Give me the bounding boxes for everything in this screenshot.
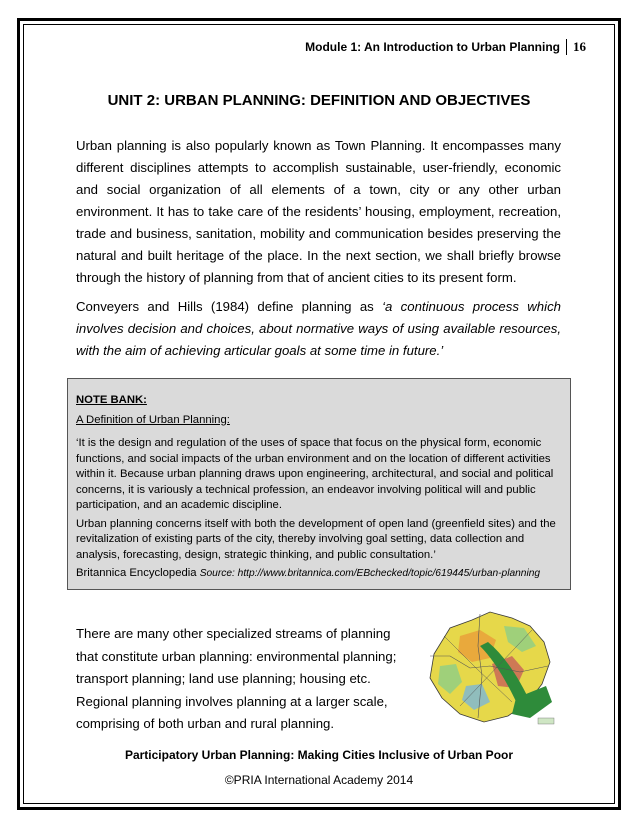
streams-paragraph: There are many other specialized streams of planning that constitute urban planning: environmental planning; transport planning; land use planning; housing etc. Regional planning involves planning at a larger scale, comprising of both urban and rural planning. <box>76 626 397 732</box>
unit-title: UNIT 2: URBAN PLANNING: DEFINITION AND OBJECTIVES <box>107 92 531 109</box>
intro-paragraph: Urban planning is also popularly known as Town Planning. It encompasses many different disciplines attempts to accomplish sustainable, user-friendly, economic and social organization of all elements of a town, city or any other urban environment. It has to take care of the residents’ housing, employment, recreation, trade and business, sanitation, mobility and communication besides preserving the natural and built heritage of the place. In the next section, we shall briefly browse through the history of planning from that of ancient cities to its present form. <box>76 138 561 285</box>
note-bank-subheading: A Definition of Urban Planning: <box>76 413 230 426</box>
page-number: 16 <box>573 39 586 54</box>
note-bank-heading: NOTE BANK: <box>76 394 147 406</box>
source-url: Source: http://www.britannica.com/EBchecked/topic/619445/urban-planning <box>199 568 541 579</box>
header-separator <box>566 39 567 55</box>
running-header <box>305 39 586 55</box>
footer-course-title: Participatory Urban Planning: Making Cities Inclusive of Urban Poor <box>124 748 514 762</box>
definition-lead: Conveyers and Hills (1984) define planning as <box>76 299 383 314</box>
definition-quote: ‘a continuous process which involves decision and choices, about normative ways of using available resources, with the aim of achieving articular goals at some time in future.’ <box>76 299 561 358</box>
city-land-use-map-image <box>420 606 560 730</box>
note-bank-box <box>67 378 571 590</box>
footer-copyright: ©PRIA International Academy 2014 <box>224 773 414 787</box>
note-bank-source <box>76 566 562 582</box>
note-bank-paragraph-1: ‘It is the design and regulation of the uses of space that focus on the physical form, economic functions, and social impacts of the urban environment and on the location of different activities within it. Because urban planning draws upon engineering, architectural, and social and political concerns, it is variously a technical profession, an endeavor involving political will and public participation, and an academic discipline. <box>76 437 554 511</box>
module-title: Module 1: An Introduction to Urban Planning <box>305 40 560 54</box>
note-bank-paragraph-2: Urban planning concerns itself with both the development of open land (greenfield sites) and the revitalization of existing parts of the city, thereby involving goal setting, data collection and analysis, forecasting, design, strategic thinking, and public consultation.’ <box>76 517 556 561</box>
definition-paragraph <box>76 296 561 362</box>
source-name: Britannica Encyclopedia <box>76 567 197 579</box>
